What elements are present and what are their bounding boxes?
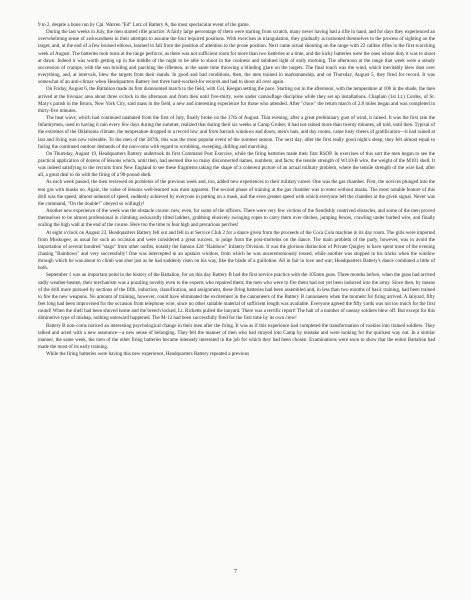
paragraph-3: On Friday, August 6, the Battalion made its first dismounted march to the field, with Col. Keegan setting the pace. Starting out in the afternoon, with the temperature at 106 in the shade, the men arrived at the bivouac area about three o'clock in the afternoon and from then until five-thirty, were under camouflage discipline while they set up installations. Chaplain (1st Lt.) Cordes, of St. Mary's parish in the Bronx, New York City, said mass in the field, a new and interesting experience for those who attended. After "chow" the return march of 2.8 miles began and was completed in thirty-five minutes.: [38, 86, 435, 114]
paragraph-10: Battery B non-coms noticed an interesting psychological change in their men after the firing. It was as if this experience had completed the transformation of rookies into trained soldiers. They talked and acted with a new assurance—a new sense of belonging. They felt the manner of men who had strayed into Camp by mistake and were looking for the quickest way out. In a similar manner, the same week, the men of the other firing batteries became intensely interested in the job for which they had been chosen. Examinations were soon to show that the entire Battalion had made the most of its early training.: [38, 322, 435, 351]
paragraph-1: 9 to 2, despite a bone run by Cpl. Warren "Ed" Lotz of Battery A, the most spectacular event of the game.: [38, 22, 250, 28]
paragraph-2: During the last weeks in July, the men started rifle practice. A fairly large percentage of them were starting from scratch, many never having had a rifle in hand, and for days they experienced an overwhelming sense of awkwardness in their attempts to assume the four required positions. With exercises in triangulation, they gradually accustomed themselves to the process of sighting on the target, and, at the end of a few bruised elbows, learned to fall from the position of attention to the prone position. Next came actual shooting on the range with 22 calibre rifles in the first scorching week of August. The batteries took turns at the range perforce, as there was not sufficient room for more than two batteries at a time, and the lucky batteries were the ones whose duty it was to shoot at dawn. Indeed it was worth getting up in the middle of the night to be able to shoot in the coolness and subdued light of early morning. The afternoon at the range that week were a steady succession of cramps, with the sun broiling and parching the riflemen, at the same time throwing a blinding glare on the targets. The final touch was the wind, which inevitably blew dust over everything, and, at intervals, blew the targets from their stands. In good and bad conditions, then, the men trained in marksmanship, and on Thursday, August 5, they fired for record. It was somewhat of an anti-climax when Headquarters Battery lost three hard-worked-for records and had to shoot all over again.: [38, 29, 435, 86]
paragraph-9: September 1 was an important point in the history of the Battalion, for on this day Battery B had the first service practice with the 105mm guns. Three months before, when the guns had arrived sadly weather-beaten, their mechanism was a puzzling novelty even to the experts who repaired them; the men who were to fire them had not yet been inducted into the army. Since then, by means of the drill more pursued by sections of the fifth, induction, classification, and assignment, these firing batteries had been assembled and, in less than two months of basic training, had been trained to fire the new weapons. No amount of training, however, could have eliminated the excitement in the cannoneers of the Battery B cannoneers when the moment for firing arrived. A lanyard, fifty feet long had been improvised for the occasion from telephone wire, since no other suitable material of sufficient length was available. Everyone agreed the fifty yards was not too much for the first round! When the shell had been shoved home and the breech locked, Lt. Ricketts pulled the lanyard. There was a terrific report! The halt of a number of uneasy soldiers blew off. But except for this diminutive type of mishap, nothing untoward happened. The M-12 had been successfully fired for the first time by its own crew!: [38, 272, 435, 322]
paragraph-6: As each week passed, the men reviewed on problems of the previous week and, too, added new experiences to their military career. One was the gas chamber. First, the novices plunged into the tear gas with masks on. Again, the value of lessons well-learned was most apparent. The second phase of training at the gas chamber was to enter without masks. The most notable feature of this drill was the speed, almost unheard of speed, suddenly achieved by everyone in putting on a mask, and the even greater speed with which everyone left the chamber at the given signal. Never was the command, "On the double!" obeyed so willingly!: [38, 179, 435, 207]
document-body: [38, 22, 435, 358]
page-number: 7: [234, 569, 237, 575]
paragraph-11: While the firing batteries were having this new experience, Headquarters Battery repeated a previous: [46, 351, 250, 358]
paragraph-8: At eight o'clock on August 23, Headquarters Battery fell out and fell in at Service Club 2 for a dance given from the proceeds of the Coca Cola machine in its day room. The girls were imported from Muskogee, as usual for such an occasion and were considered a great success, to judge from the post-mortems on the dance. The main problem of the party, however, was to avoid the importation of several hundred "stags" from other outfits, notably the famous 42d "Rainbow" Infantry Division. It was the glorious distinction of Private Quigley to have spent most of the evening chasing "Rainbows" and very successfully! One was intercepted in an upstairs window, from which he was unceremoniously tossed, while another was stopped in his tracks when the window through which he was about to climb was shut just as he had suddenly risen on his way, like the blade of a guillotine. All in fair in love and war; Headquarters Battery's dance combined a little of both.: [38, 229, 435, 272]
paragraph-7: Another new experience of the week was the obstacle course: new, even, for some of the officers. There were very few victims of the fiendishly contrived obstacles, and some of the men proved themselves to be almost professional in climbing awkwardly tilted ladders, grabbing elusively swinging ropes to carry them over ditches, jumping fences, crawling under barbed wire, and finally scaling the high wall at the end of the course. Here too the time to fear high and precarious perches!: [38, 208, 435, 229]
paragraph-5: On Thursday, August 19, Headquarters Battery undertook its first Command Post Exercise, while the firing batteries made their first RSOP. In exercises of this sort the men began to see the practical application of dozens of lessons which, until then, had seemed like so many disconnected names, numbers, and facts; the tensile strength of W110-B wire, the weight of the M101 shell. It was indeed satisfying to the recruits from New England to see these fragments taking the shape of a coherent picture of an actual military problem, where the tensile strength of the wire had, after all, a great deal to do with the firing of a 90-pound shell.: [38, 150, 435, 179]
paragraph-4: The heat wave, which had continued unabated from the first of July, finally broke on the 17th of August. That evening, after a great preliminary gust of wind, it rained. It was the first rain the Infantrymen, used to having it rain every few days during the summer, realized that during their six weeks at Camp Gruber, it had not rained more than twenty minutes, all told, until then. Typical of the extremes of the Oklahoma climate, the temperature dropped to a record low, and from barrack windows and doors, men's hats, and day rooms, came lusty cheers of gratification—it had rained at last and living was now tolerable. To the men of the 387th, this was the most popular event of the summer season. The next day, after the first really good night's sleep, they felt almost equal to facing the continued outdoor demands of the non-coms with regard to scrubbing, sweeping, drilling and marching.: [38, 115, 435, 150]
